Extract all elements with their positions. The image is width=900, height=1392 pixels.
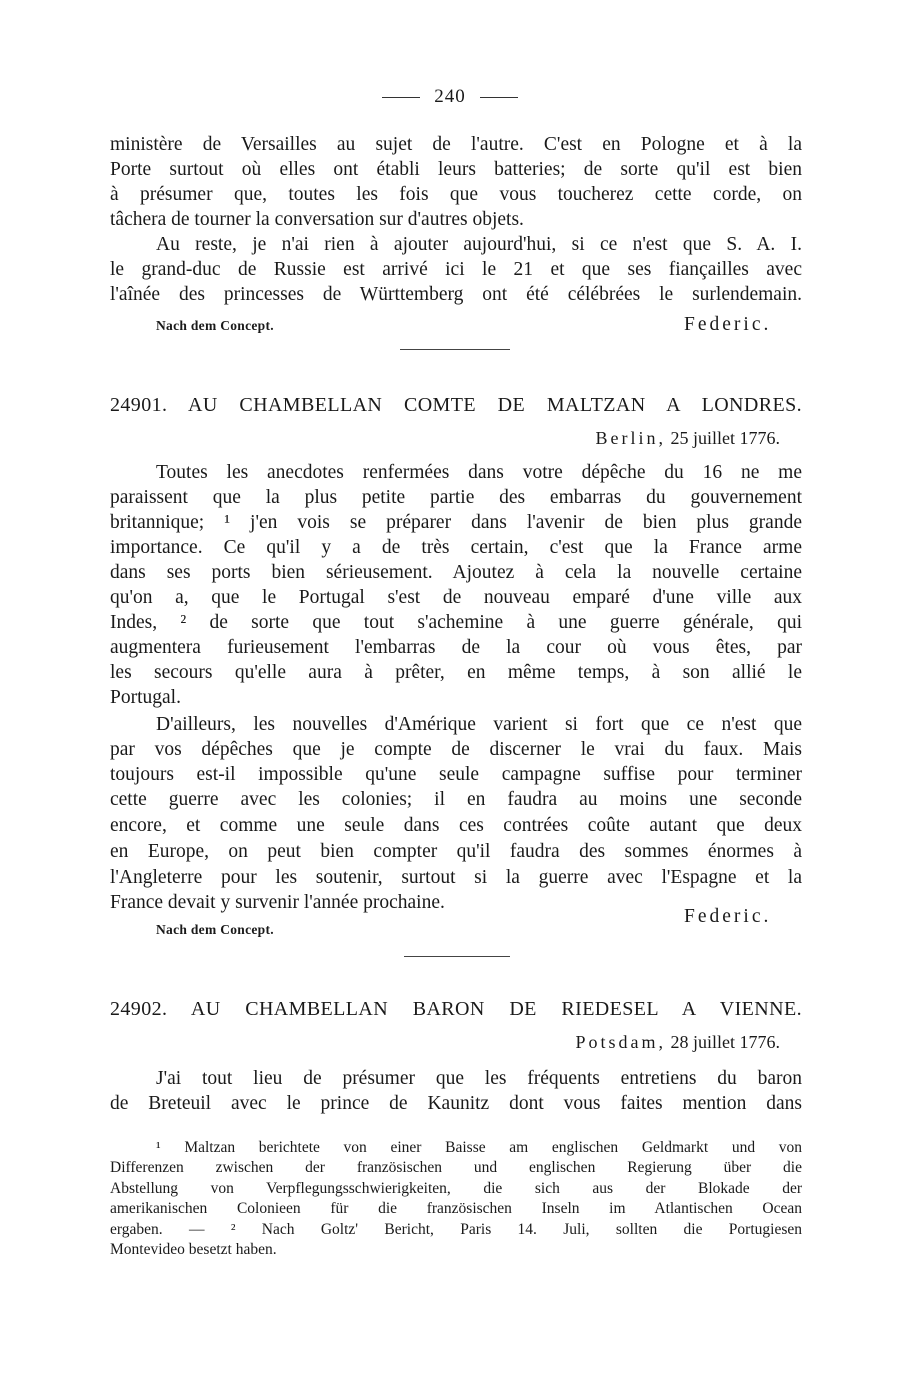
dateline (596, 428, 781, 449)
text-line: cette guerre avec les colonies; il en faudra au moins une seconde (110, 789, 802, 810)
text-line: Portugal. (110, 687, 181, 708)
left-dash (382, 97, 420, 98)
text-line: D'ailleurs, les nouvelles d'Amérique varient si fort que ce n'est que (156, 714, 802, 735)
text-line: tâchera de tourner la conversation sur d'autres objets. (110, 209, 524, 230)
dateline-place: Berlin, (595, 428, 666, 448)
text-line: augmentera furieusement l'embarras de la cour où vous êtes, par (110, 637, 802, 658)
text-line: J'ai tout lieu de présumer que les fréquents entretiens du baron (156, 1068, 802, 1089)
text-line: France devait y survenir l'année prochaine. (110, 892, 445, 913)
section-divider (400, 349, 510, 350)
text-line: le grand-duc de Russie est arrivé ici le 21 et que ses fiançailles avec (110, 259, 802, 280)
text-line: de Breteuil avec le prince de Kaunitz dont vous faites mention dans (110, 1093, 802, 1114)
concept-note: Nach dem Concept. (156, 922, 274, 937)
text-line: dans ses ports bien sérieusement. Ajoutez à cela la nouvelle certaine (110, 562, 802, 583)
signature: Federic. (684, 906, 772, 927)
text-line: l'aînée des princesses de Württemberg ont été célébrées le surlendemain. (110, 284, 802, 305)
text-line: britannique; ¹ j'en vois se préparer dans l'avenir de bien plus grande (110, 512, 802, 533)
text-line: Indes, ² de sorte que tout s'achemine à une guerre générale, qui (110, 612, 802, 633)
text-line: en Europe, on peut bien compter qu'il faudra des sommes énormes à (110, 841, 802, 862)
page-number: 240 (434, 86, 466, 107)
text-line: ministère de Versailles au sujet de l'autre. C'est en Pologne et à la (110, 134, 802, 155)
footnote-line: amerikanischen Colonieen für die französischen Inseln im Atlantischen Ocean (110, 1200, 802, 1217)
letter-heading: 24902. AU CHAMBELLAN BARON DE RIEDESEL A VIENNE. (110, 998, 802, 1020)
footnote-line: ergaben. — ² Nach Goltz' Bericht, Paris 14. Juli, sollten die Portugiesen (110, 1221, 802, 1238)
letter-heading: 24901. AU CHAMBELLAN COMTE DE MALTZAN A LONDRES. (110, 394, 802, 416)
right-dash (480, 97, 518, 98)
text-line: toujours est-il impossible qu'une seule campagne suffise pour terminer (110, 764, 802, 785)
footnote-line: Abstellung von Verpflegungsschwierigkeiten, die sich aus der Blokade der (110, 1180, 802, 1197)
dateline-date: 28 juillet 1776. (670, 1032, 780, 1052)
text-line: l'Angleterre pour les soutenir, surtout si la guerre avec l'Espagne et la (110, 867, 802, 888)
text-line: à présumer que, toutes les fois que vous toucherez cette corde, on (110, 184, 802, 205)
section-divider (404, 956, 510, 957)
page-number-header (0, 86, 900, 108)
dateline (575, 1032, 780, 1053)
text-line: Porte surtout où elles ont établi leurs batteries; de sorte qu'il est bien (110, 159, 802, 180)
signature: Federic. (684, 314, 772, 335)
concept-note: Nach dem Concept. (156, 318, 274, 333)
dateline-date: 25 juillet 1776. (670, 428, 780, 448)
footnote-line: ¹ Maltzan berichtete von einer Baisse am englischen Geldmarkt und von (156, 1139, 802, 1156)
footnote-line: Differenzen zwischen der französischen und englischen Regierung über die (110, 1159, 802, 1176)
text-line: encore, et comme une seule dans ces contrées coûte autant que deux (110, 815, 802, 836)
dateline-place: Potsdam, (575, 1032, 666, 1052)
text-line: les secours qu'elle aura à prêter, en même temps, à son allié le (110, 662, 802, 683)
text-line: Au reste, je n'ai rien à ajouter aujourd'hui, si ce n'est que S. A. I. (156, 234, 802, 255)
text-line: par vos dépêches que je compte de discerner le vrai du faux. Mais (110, 739, 802, 760)
text-line: importance. Ce qu'il y a de très certain, c'est que la France arme (110, 537, 802, 558)
footnote-line: Montevideo besetzt haben. (110, 1241, 277, 1258)
text-line: Toutes les anecdotes renfermées dans votre dépêche du 16 ne me (156, 462, 802, 483)
text-line: paraissent que la plus petite partie des embarras du gouvernement (110, 487, 802, 508)
text-line: qu'on a, que le Portugal s'est de nouveau emparé d'une ville aux (110, 587, 802, 608)
